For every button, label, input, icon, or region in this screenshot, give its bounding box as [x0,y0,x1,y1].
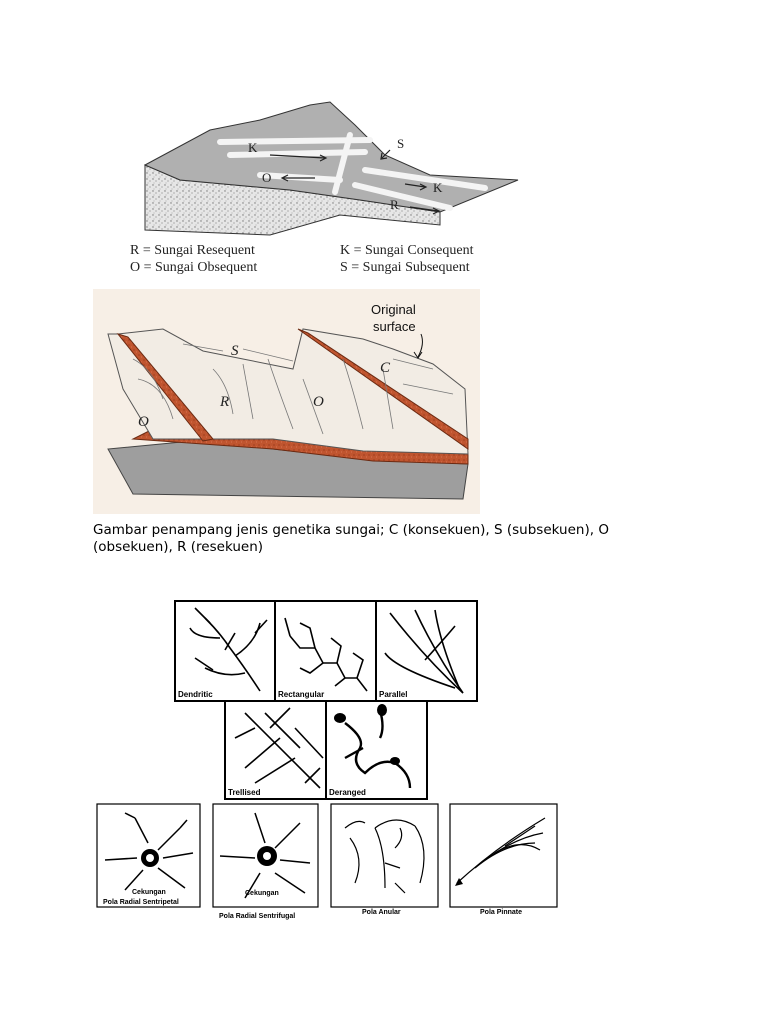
label-cekungan-left: Cekungan [132,889,166,896]
label-radial-centripetal: Pola Radial Sentripetal [103,899,179,906]
deranged-pattern-icon [345,710,410,788]
annular-pattern-icon [345,820,424,893]
label-trellised: Trellised [228,788,261,797]
label-deranged: Deranged [329,788,366,797]
label-radial-centrifugal: Pola Radial Sentrifugal [219,913,296,920]
panel-pinnate [450,804,557,907]
parallel-pattern-icon [385,610,463,693]
label-k-top: K [248,140,258,155]
original-surface-label-line2: surface [373,319,416,334]
dendritic-pattern-icon [190,608,267,691]
drainage-patterns-figure [95,598,565,928]
label-o-obsequent-left: O [138,414,149,430]
label-dendritic: Dendritic [178,690,213,699]
panel-rectangular [275,601,376,701]
label-k-bottom: K [433,180,443,195]
deranged-lakes [334,704,400,765]
label-r-resequent: R [220,394,230,410]
label-c-consequent: C [380,360,391,376]
rectangular-pattern-icon [285,618,367,691]
panel-trellised [225,701,326,799]
legend-subsequent: S = Sungai Subsequent [340,260,470,275]
label-o: O [262,170,272,185]
label-o-obsequent-right: O [313,394,324,410]
river-genetics-block-diagram [140,100,525,240]
original-surface-label-line1: Original [371,302,416,317]
figure-caption: Gambar penampang jenis genetika sungai; C (konsekuen), S (subsekuen), O (obsekuen), R (resekuen) [93,522,609,555]
label-pinnate: Pola Pinnate [480,909,523,916]
trellised-pattern-icon [235,708,323,788]
panel-annular [331,804,438,907]
legend-consequent: K = Sungai Consequent [340,243,474,258]
label-parallel: Parallel [379,690,408,699]
cuesta-cross-section [93,289,480,514]
panel-parallel [376,601,477,701]
legend-resequent: R = Sungai Resequent [130,243,255,258]
label-r: R [390,197,399,212]
label-cekungan-right: Cekungan [245,890,279,897]
label-s: S [397,136,405,151]
pinnate-pattern-icon [457,818,545,883]
panel-dendritic [175,601,275,701]
label-rectangular: Rectangular [278,690,325,699]
label-s-subsequent: S [231,343,239,359]
label-annular: Pola Anular [362,909,401,916]
legend-obsequent: O = Sungai Obsequent [130,260,258,275]
